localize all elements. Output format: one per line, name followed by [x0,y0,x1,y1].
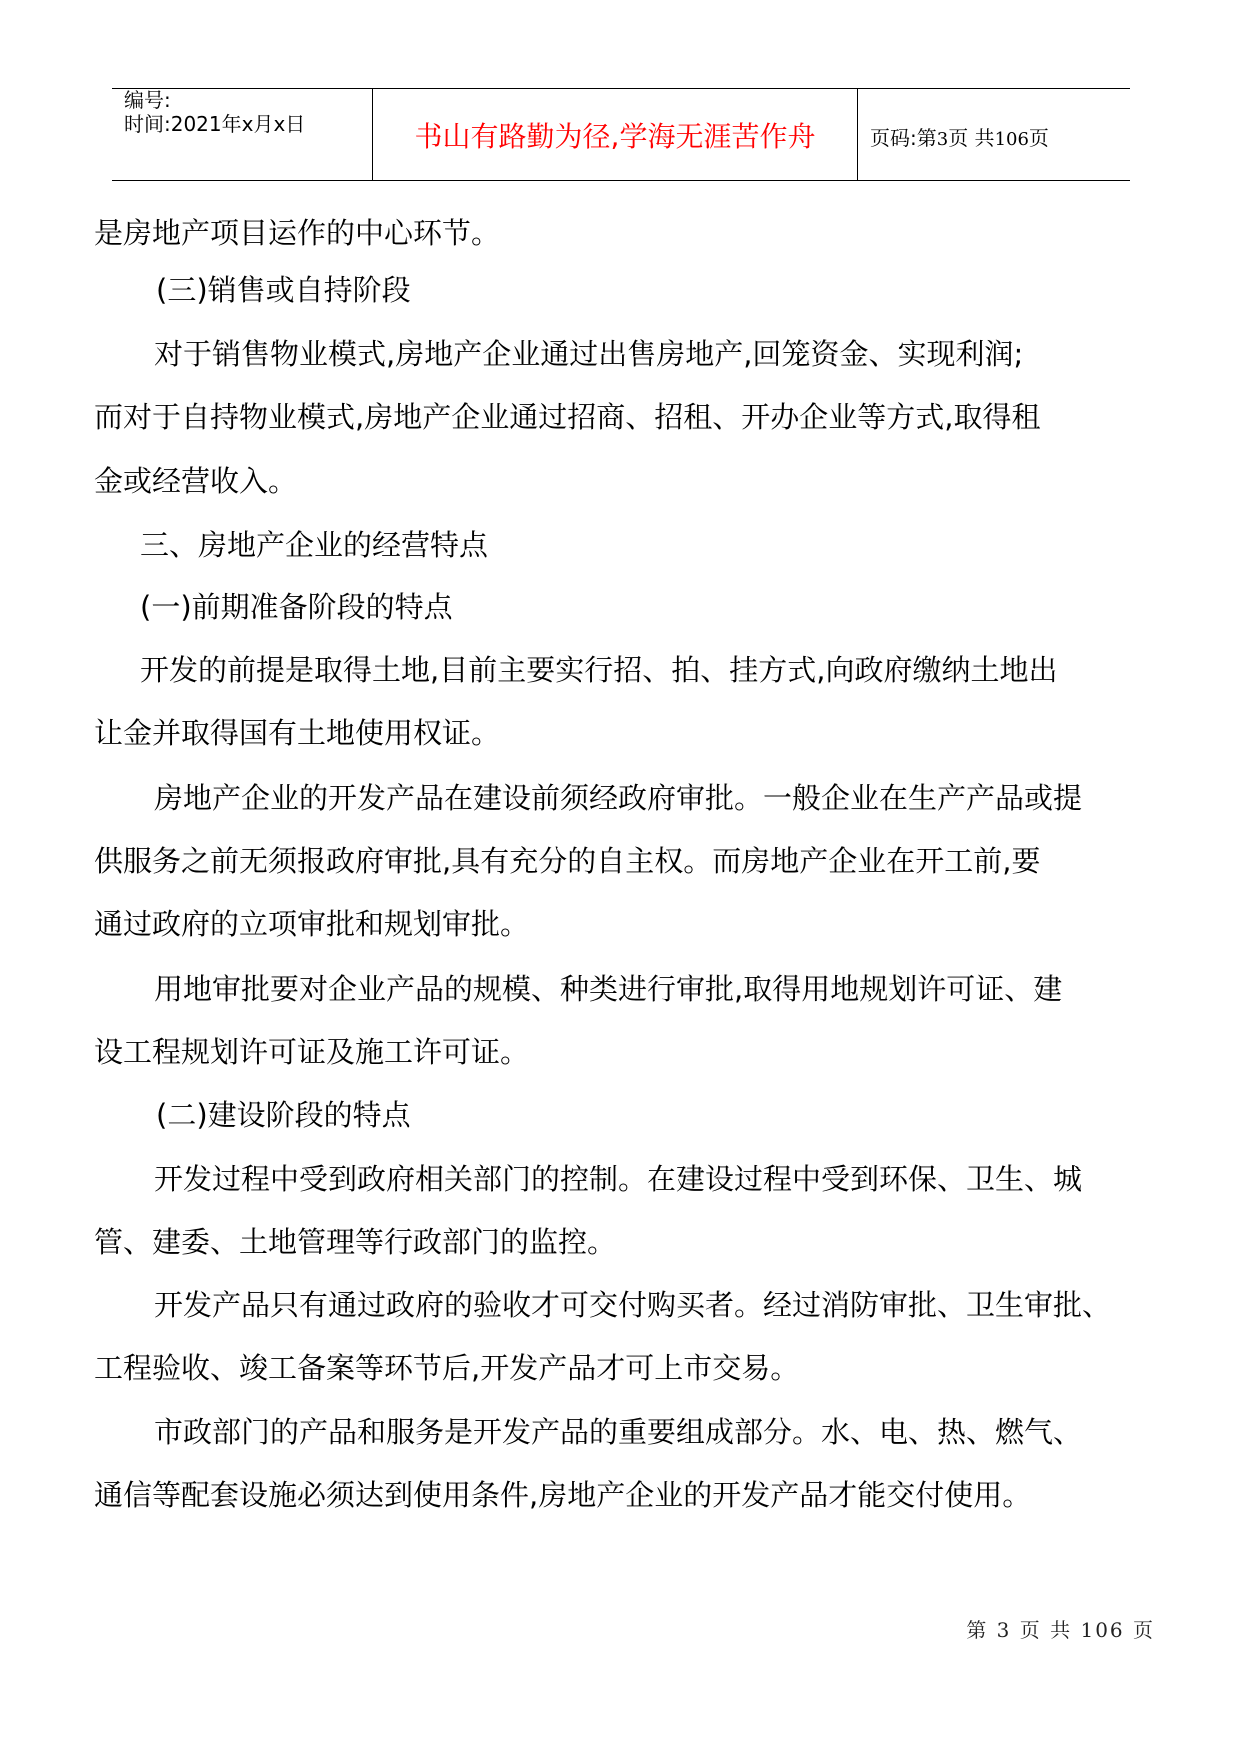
document-number-label: 编号: [124,88,171,112]
paragraph-line: 开发的前提是取得土地,目前主要实行招、拍、挂方式,向政府缴纳土地出 [140,653,1058,687]
section-heading: (三)销售或自持阶段 [156,273,411,307]
paragraph-line: 房地产企业的开发产品在建设前须经政府审批。一般企业在生产产品或提 [154,781,1083,815]
paragraph-line: 金或经营收入。 [94,464,298,498]
paragraph-line: 对于销售物业模式,房地产企业通过出售房地产,回笼资金、实现利润; [154,337,1024,371]
paragraph-line: 市政部门的产品和服务是开发产品的重要组成部分。水、电、热、燃气、 [154,1415,1083,1449]
page-mid: 页 共 [948,126,995,150]
page-suffix: 页 [1028,126,1049,150]
page-prefix: 页码:第 [870,126,937,150]
paragraph-line: 管、建委、土地管理等行政部门的监控。 [94,1225,617,1259]
header-meta-cell [112,89,373,180]
paragraph-line: 通过政府的立项审批和规划审批。 [94,907,530,941]
page-current-number: 3 [936,129,949,150]
page-footer: 第 3 页 共 106 页 [966,1618,1155,1642]
body-line: 是房地产项目运作的中心环节。 [94,216,501,250]
header-motto: 书山有路勤为径,学海无涯苦作舟 [414,120,816,153]
paragraph-line: 开发过程中受到政府相关部门的控制。在建设过程中受到环保、卫生、城 [154,1162,1083,1196]
section-heading: (二)建设阶段的特点 [156,1098,411,1132]
paragraph-line: 通信等配套设施必须达到使用条件,房地产企业的开发产品才能交付使用。 [94,1478,1032,1512]
header-page-cell [858,89,1130,180]
page-header [112,88,1130,181]
header-motto-cell [373,89,858,180]
document-time-label: 时间:2021年x月x日 [124,112,306,136]
paragraph-line: 设工程规划许可证及施工许可证。 [94,1035,530,1069]
paragraph-line: 让金并取得国有土地使用权证。 [94,716,501,750]
section-heading: (一)前期准备阶段的特点 [140,590,453,624]
paragraph-line: 工程验收、竣工备案等环节后,开发产品才可上市交易。 [94,1351,800,1385]
paragraph-line: 而对于自持物业模式,房地产企业通过招商、招租、开办企业等方式,取得租 [94,400,1041,434]
paragraph-line: 供服务之前无须报政府审批,具有充分的自主权。而房地产企业在开工前,要 [94,844,1041,878]
section-heading: 三、房地产企业的经营特点 [140,528,489,562]
paragraph-line: 开发产品只有通过政府的验收才可交付购买者。经过消防审批、卫生审批、 [154,1288,1112,1322]
page-total-number: 106 [994,129,1029,150]
header-page-info [870,125,1049,153]
paragraph-line: 用地审批要对企业产品的规模、种类进行审批,取得用地规划许可证、建 [154,972,1063,1006]
